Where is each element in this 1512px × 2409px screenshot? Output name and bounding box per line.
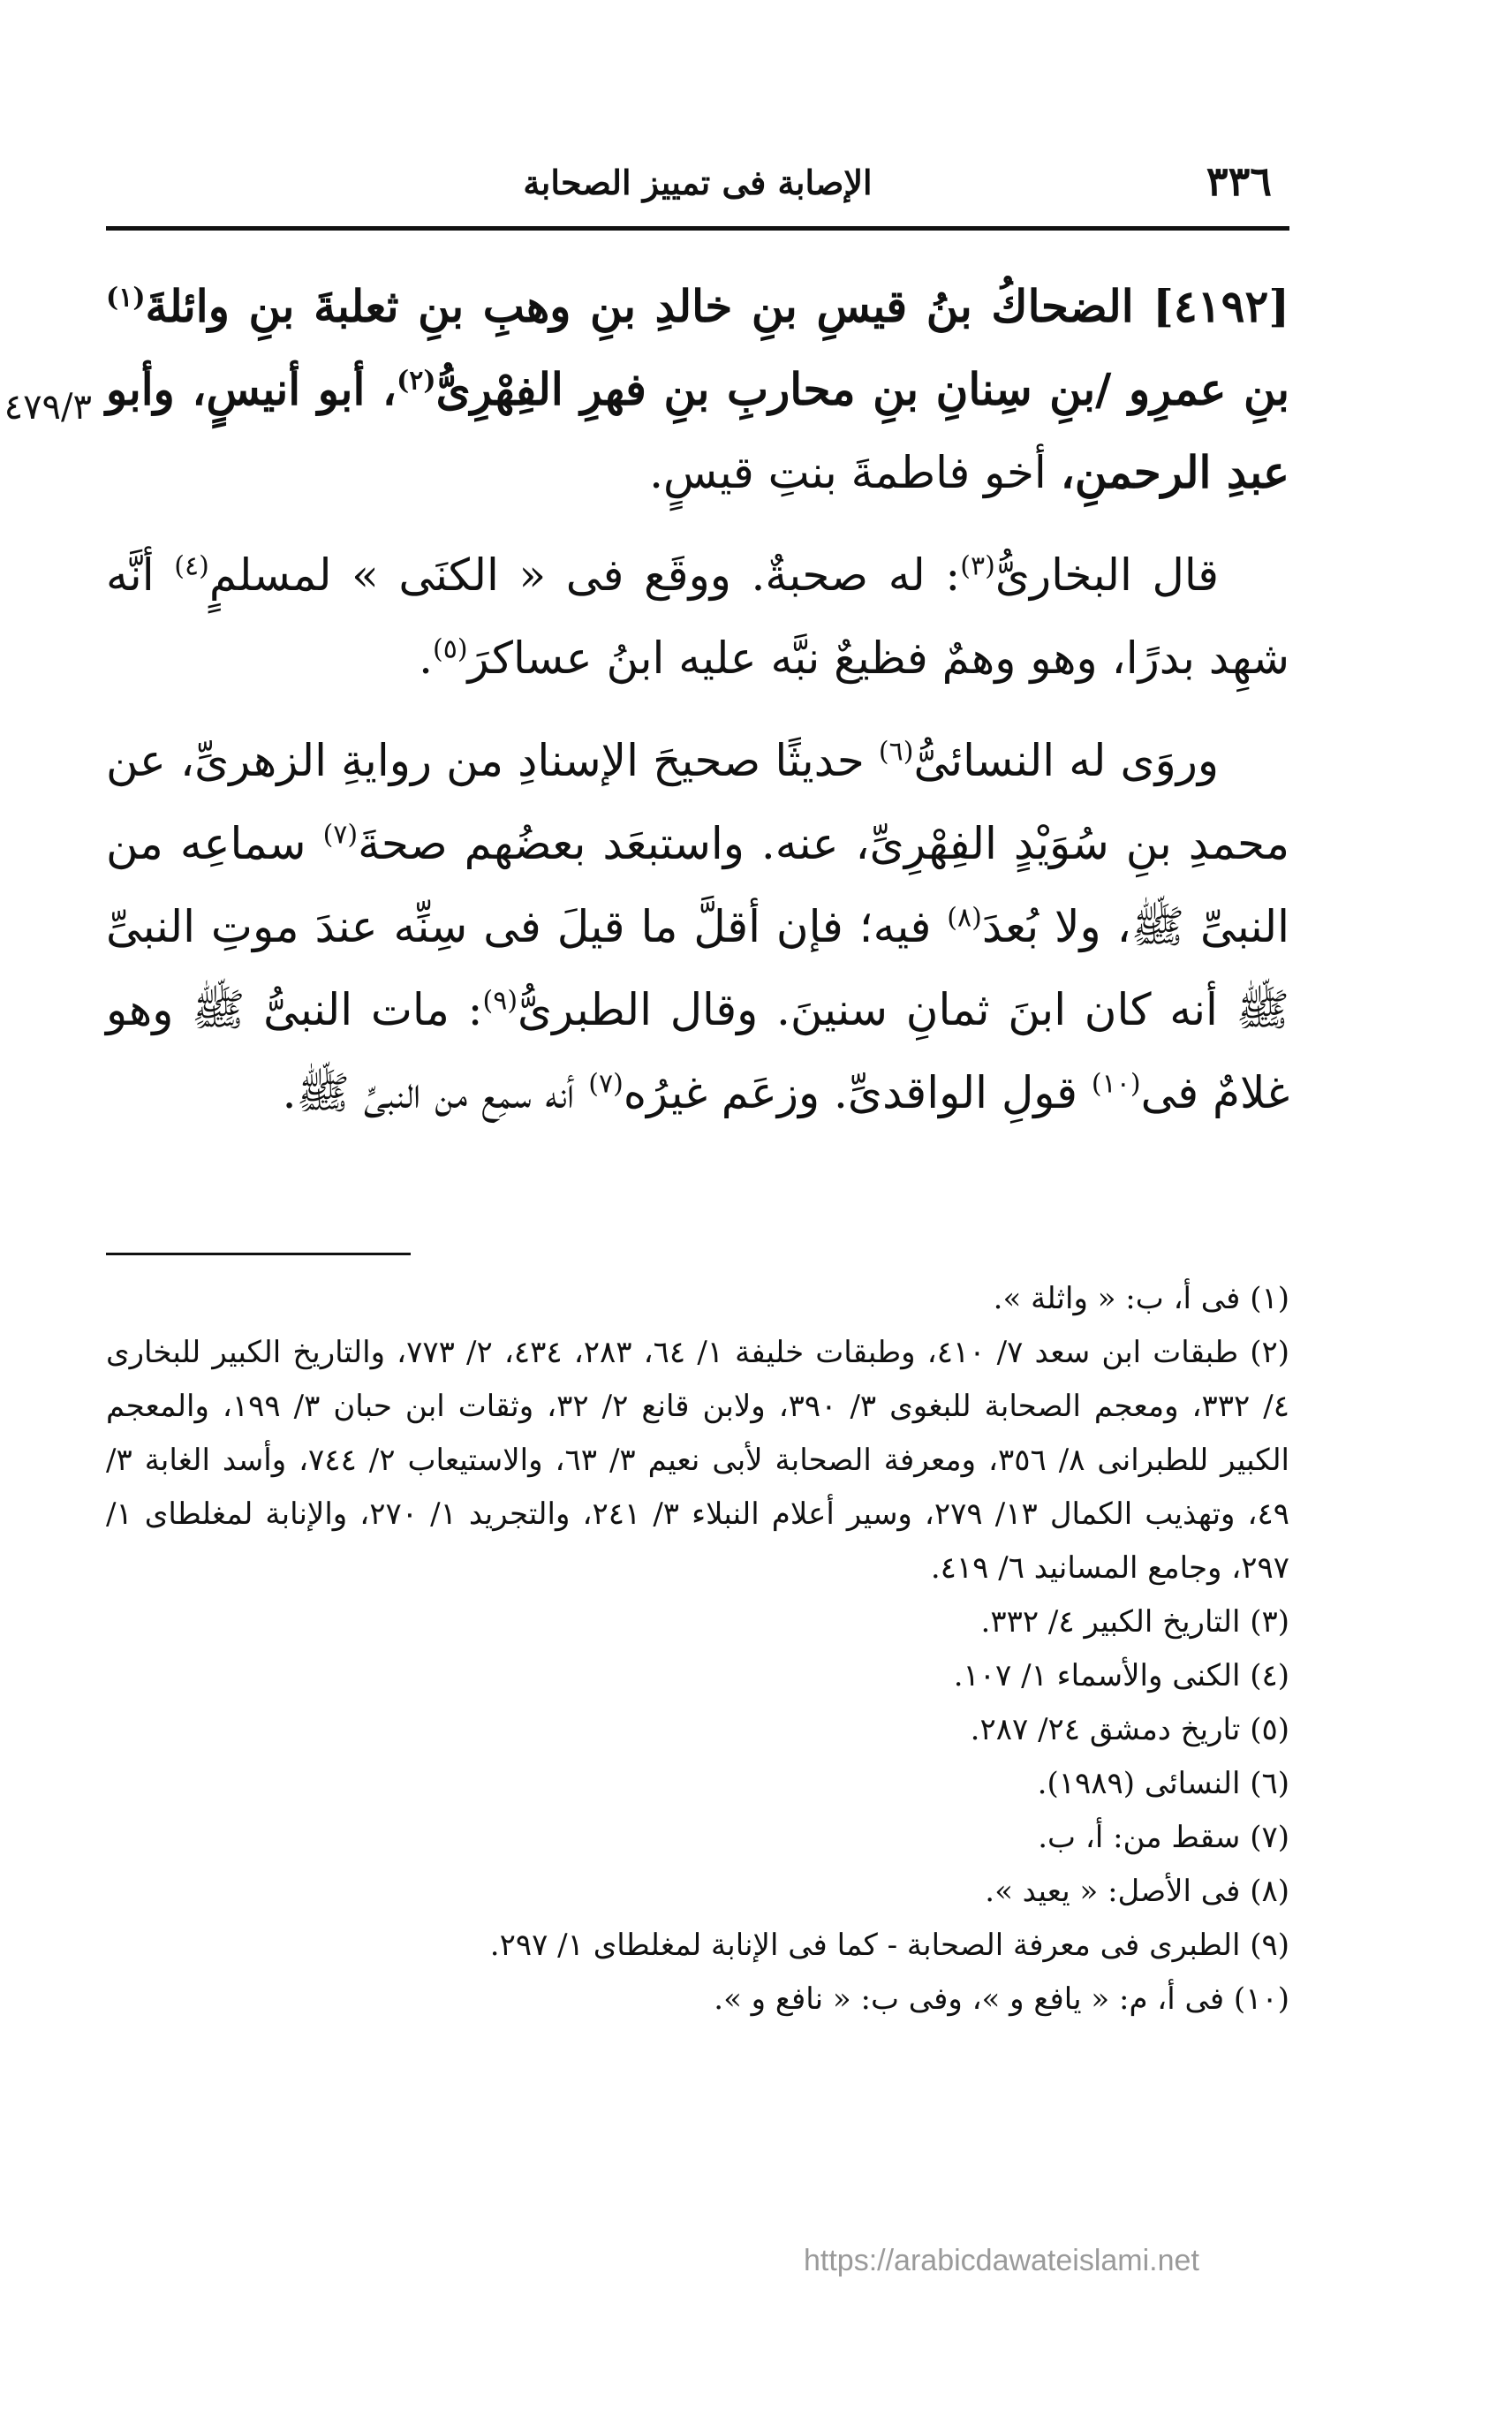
entry-paragraph: [٤١٩٢] الضحاكُ بنُ قيسِ بنِ خالدِ بنِ وهبِ بنِ ثعلبةَ بنِ وائلةَ$^{(١)}$ بنِ عمرِو /بنِ سِنانِ بنِ محاربِ بنِ فهرِ الفِهْرِىُّ$^{(٢)}$، أبو أنيسٍ، وأبو عبدِ الرحمنِ، أخو فاطمةَ بنتِ قيسٍ. — [106, 280, 1289, 498]
footnote-ref-1[interactable]: (١) — [106, 282, 146, 314]
footnote-ref-10[interactable]: (١٠) — [1091, 1068, 1141, 1100]
paragraph-bukhari: قال البخارىُّ$^{(٣)}$: له صحبةٌ. ووقَع فى « الكنَى » لمسلمٍ$^{(٤)}$ أنَّه شهِد بدرًا، وهو وهمٌ فظيعٌ نبَّه عليه ابنُ عساكرَ$^{(٥)}$. — [106, 549, 1289, 684]
running-title: الإصابة فى تمييز الصحابة — [523, 163, 873, 202]
paragraph-nasai: وروَى له النسائىُّ$^{(٦)}$ حديثًا صحيحَ الإسنادِ من روايةِ الزهرىِّ، عن محمدِ بنِ سُوَيْدٍ الفِهْرِىِّ، عنه. واستبعَد بعضُهم صحةَ$^{(٧)}$ سماعِه من النبىِّ ﷺ، ولا بُعدَ$^{(٨)}$ فيه؛ فإن أقلَّ ما قيلَ فى سِنِّه عندَ موتِ النبىِّ ﷺ أنه كان ابنَ ثمانِ سنينَ. وقال الطبرىُّ$^{(٩)}$: مات النبىُّ ﷺ وهو غلامٌ فى$^{(١٠)}$ قولِ الواقدىِّ. وزعَم غيرُه$^{(٧)}$ أنه سمِع من النبىِّ ﷺ. — [106, 735, 1290, 1118]
margin-volume-page-note: ٤٧٩/٣ — [4, 387, 92, 428]
footnote-ref-9[interactable]: (٩) — [482, 985, 518, 1017]
footnote-9: (٩) الطبرى فى معرفة الصحابة - كما فى الإنابة لمغلطاى ١/ ٢٩٧. — [489, 1928, 1289, 1963]
footnote-4: (٤) الكنى والأسماء ١/ ١٠٧. — [953, 1658, 1289, 1693]
footnote-2: (٢) طبقات ابن سعد ٧/ ٤١٠، وطبقات خليفة ١/ ٦٤، ٢٨٣، ٤٣٤، ٢/ ٧٧٣، والتاريخ الكبير للبخارى ٤/ ٣٣٢، ومعجم الصحابة للبغوى ٣/ ٣٩٠، ولابن قانع ٢/ ٣٢، وثقات ابن حبان ٣/ ١٩٩، والمعجم الكبير للطبرانى ٨/ ٣٥٦، ومعرفة الصحابة لأبى نعيم ٣/ ٦٣، والاستيعاب ٢/ ٧٤٤، وأسد الغابة ٣/ ٤٩، وتهذيب الكمال ١٣/ ٢٧٩، وسير أعلام النبلاء ٣/ ٢٤١، والتجريد ١/ ٢٧٠، والإنابة لمغلطاى ١/ ٢٩٧، وجامع المسانيد ٦/ ٤١٩. — [106, 1335, 1290, 1586]
header-rule — [106, 226, 1289, 231]
entry-heading: [٤١٩٢] الضحاكُ بنُ قيسِ بنِ خالدِ بنِ وهبِ بنِ ثعلبةَ بنِ وائلةَ$^{(١)}$ بنِ عمرِو /بنِ سِنانِ بنِ محاربِ بنِ فهرِ الفِهْرِىُّ$^{(٢)}$، أبو أنيسٍ، وأبو عبدِ الرحمنِ، — [106, 280, 1289, 498]
footnote-7: (٧) سقط من: أ، ب. — [1038, 1820, 1289, 1855]
footnote-10: (١٠) فى أ، م: « يافع و »، وفى ب: « نافع و ». — [714, 1981, 1289, 2017]
footnotes — [106, 1272, 1289, 2026]
watermark-url: https://arabicdawateislami.net — [804, 2244, 1199, 2277]
main-text — [106, 265, 1289, 1154]
running-head — [106, 157, 1289, 228]
footnote-3: (٣) التاريخ الكبير ٤/ ٣٣٢. — [980, 1604, 1289, 1640]
page-number: ٣٣٦ — [1206, 157, 1272, 205]
footnote-ref-4[interactable]: (٤) — [174, 550, 209, 582]
footnote-ref-3[interactable]: (٣) — [960, 550, 995, 582]
footnote-ref-2[interactable]: (٢) — [397, 365, 436, 397]
footnote-8: (٨) فى الأصل: « يعيد ». — [985, 1874, 1289, 1909]
footnote-separator — [106, 1253, 411, 1255]
footnote-6: (٦) النسائى (١٩٨٩). — [1037, 1766, 1289, 1801]
footnote-ref-6[interactable]: (٦) — [878, 736, 914, 768]
footnote-ref-7[interactable]: (٧) — [322, 819, 359, 851]
footnote-ref-8[interactable]: (٨) — [947, 902, 982, 934]
footnote-ref-5[interactable]: (٥) — [432, 633, 468, 665]
footnote-1: (١) فى أ، ب: « واثلة ». — [993, 1281, 1289, 1316]
footnote-ref-7b[interactable]: (٧) — [588, 1068, 624, 1100]
footnote-5: (٥) تاريخ دمشق ٢٤/ ٢٨٧. — [970, 1712, 1289, 1747]
